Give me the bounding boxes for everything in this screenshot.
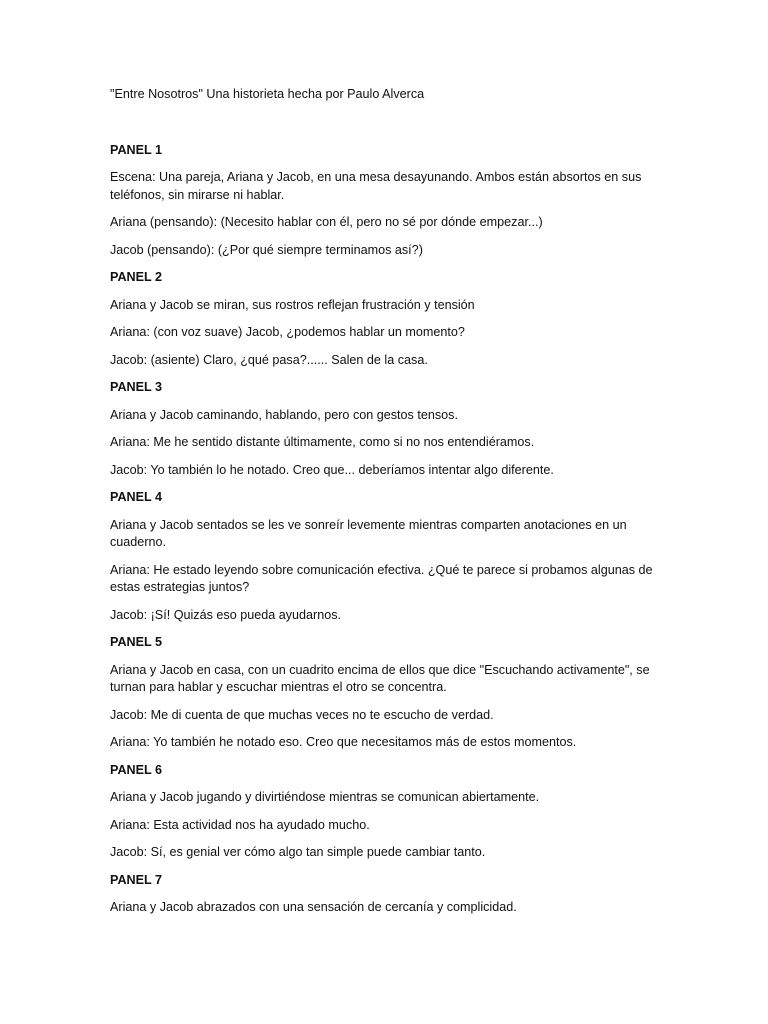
dialogue-line: Jacob: Me di cuenta de que muchas veces no te escucho de verdad. [110,707,494,722]
scene-description: Ariana y Jacob sentados se les ve sonreír levemente mientras comparten anotaciones en un cuaderno. [110,517,627,549]
document-title: "Entre Nosotros" Una historieta hecha por Paulo Alverca [110,87,425,101]
dialogue-line: Ariana: (con voz suave) Jacob, ¿podemos hablar un momento? [110,325,465,339]
scene-description: Ariana y Jacob se miran, sus rostros reflejan frustración y tensión [110,297,475,312]
panel-7 [110,872,658,917]
panel-heading: PANEL 3 [110,380,163,394]
dialogue-line: Ariana: Esta actividad nos ha ayudado mucho. [110,817,370,832]
dialogue-line: Ariana: He estado leyendo sobre comunicación efectiva. ¿Qué te parece si probamos algunas de estas estrategias juntos? [110,562,653,594]
document-page [110,86,658,927]
scene-description: Ariana y Jacob en casa, con un cuadrito encima de ellos que dice "Escuchando activamente", se turnan para hablar y escuchar mientras el otro se concentra. [110,662,650,694]
panel-heading: PANEL 1 [110,142,163,157]
panel-heading: PANEL 6 [110,762,163,777]
panel-2 [110,269,658,369]
dialogue-line: Ariana (pensando): (Necesito hablar con él, pero no sé por dónde empezar...) [110,215,543,229]
panel-6 [110,762,658,862]
panel-4 [110,489,658,624]
dialogue-line: Ariana: Me he sentido distante últimamente, como si no nos entendiéramos. [110,435,535,449]
panel-3 [110,379,658,479]
scene-description: Escena: Una pareja, Ariana y Jacob, en una mesa desayunando. Ambos están absortos en sus teléfonos, sin mirarse ni hablar. [110,170,642,202]
panel-heading: PANEL 2 [110,270,163,284]
dialogue-line: Jacob: Yo también lo he notado. Creo que... deberíamos intentar algo diferente. [110,462,554,477]
scene-description: Ariana y Jacob abrazados con una sensación de cercanía y complicidad. [110,900,517,914]
panel-1 [110,142,658,260]
panel-heading: PANEL 4 [110,490,163,504]
panel-5 [110,634,658,752]
dialogue-line: Jacob: ¡Sí! Quizás eso pueda ayudarnos. [110,607,342,622]
dialogue-line: Jacob: Sí, es genial ver cómo algo tan simple puede cambiar tanto. [110,845,486,859]
panel-heading: PANEL 7 [110,872,163,887]
dialogue-line: Jacob: (asiente) Claro, ¿qué pasa?...... Salen de la casa. [110,352,428,367]
panel-heading: PANEL 5 [110,635,163,649]
dialogue-line: Ariana: Yo también he notado eso. Creo que necesitamos más de estos momentos. [110,735,577,749]
scene-description: Ariana y Jacob jugando y divirtiéndose mientras se comunican abiertamente. [110,790,540,804]
scene-description: Ariana y Jacob caminando, hablando, pero con gestos tensos. [110,407,458,422]
dialogue-line: Jacob (pensando): (¿Por qué siempre terminamos así?) [110,242,423,257]
